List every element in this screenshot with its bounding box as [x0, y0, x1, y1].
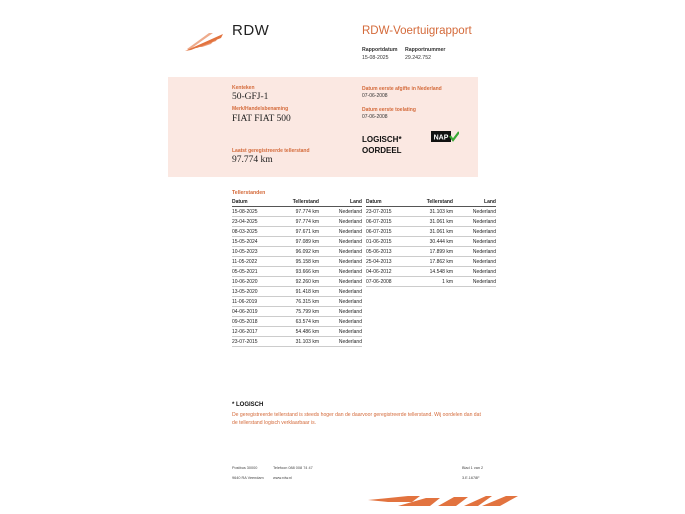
footnote-text: De geregistreerde tellerstand is steeds hoger dan de daarvoor geregistreerde tellerstand. Wij oordelen dan dat de tellerstand logisch verklaarbaar is.: [232, 412, 481, 426]
first-adm-label: Datum eerste toelating: [362, 107, 416, 113]
col-odometer: Tellerstand: [277, 197, 324, 207]
odometer-date: 10-06-2020: [232, 277, 277, 287]
col-country: Land: [458, 197, 496, 207]
odometer-date: 04-06-2012: [366, 267, 411, 277]
footer-web: www.rdw.nl: [273, 476, 292, 480]
odometer-row: [232, 227, 362, 237]
odometer-value: 17.862 km: [411, 257, 458, 267]
odometer-value: 97.089 km: [277, 237, 324, 247]
odometer-value: 95.158 km: [277, 257, 324, 267]
odometer-value: 97.774 km: [277, 217, 324, 227]
odometer-date: 11-06-2019: [232, 297, 277, 307]
report-title: RDW-Voertuigrapport: [362, 25, 472, 37]
odometer-value: 31.103 km: [411, 207, 458, 217]
odometer-country: Nederland: [324, 307, 362, 317]
verdict-line1: LOGISCH*: [362, 135, 402, 144]
odometer-row: [232, 207, 362, 217]
odometer-row: [366, 217, 496, 227]
odometer-row: [232, 327, 362, 337]
footer-page: Blad 1 van 2: [462, 466, 484, 470]
odometer-row: [366, 257, 496, 267]
org-name: RDW: [232, 22, 270, 39]
odometer-value: 93.666 km: [277, 267, 324, 277]
odometer-date: 15-05-2024: [232, 237, 277, 247]
odometer-table-right: [366, 197, 496, 287]
odometer-section-label: Tellerstanden: [232, 190, 266, 196]
odometer-value: 91.418 km: [277, 287, 324, 297]
odometer-country: Nederland: [324, 327, 362, 337]
odometer-row: [232, 277, 362, 287]
last-odo-value: 97.774 km: [232, 155, 273, 165]
footer-phone: Telefoon 088 008 74 47: [273, 466, 313, 470]
odometer-country: Nederland: [458, 247, 496, 257]
last-odo-label: Laatst geregistreerde tellerstand: [232, 148, 310, 154]
odometer-value: 31.061 km: [411, 227, 458, 237]
odometer-value: 75.799 km: [277, 307, 324, 317]
odometer-country: Nederland: [324, 337, 362, 347]
nap-text: NAP: [433, 134, 449, 142]
footnote-title: * LOGISCH: [232, 402, 264, 408]
odometer-date: 23-07-2015: [366, 207, 411, 217]
odometer-country: Nederland: [324, 277, 362, 287]
odometer-row: [366, 227, 496, 237]
footer-city: 9640 RA Veendam: [232, 476, 264, 480]
make-label: Merk/Handelsbenaming: [232, 106, 289, 112]
odometer-value: 54.486 km: [277, 327, 324, 337]
odometer-value: 31.061 km: [411, 217, 458, 227]
odometer-value: 17.899 km: [411, 247, 458, 257]
odometer-value: 14.548 km: [411, 267, 458, 277]
first-adm-value: 07-06-2008: [362, 114, 388, 120]
rdw-logo-icon: [183, 31, 225, 53]
odometer-date: 11-05-2022: [232, 257, 277, 267]
odometer-country: Nederland: [324, 207, 362, 217]
odometer-country: Nederland: [458, 217, 496, 227]
odometer-date: 15-08-2025: [232, 207, 277, 217]
odometer-date: 04-06-2019: [232, 307, 277, 317]
footer-code: 3.E.1678F: [462, 476, 480, 480]
rdw-footer-logo-icon: [368, 494, 518, 508]
odometer-country: Nederland: [324, 317, 362, 327]
report-number-label: Rapportnummer: [405, 47, 446, 53]
odometer-date: 23-04-2025: [232, 217, 277, 227]
odometer-date: 12-06-2017: [232, 327, 277, 337]
odometer-row: [366, 237, 496, 247]
col-date: Datum: [366, 197, 411, 207]
odometer-row: [232, 237, 362, 247]
footer-postbus: Postbus 30000: [232, 466, 258, 470]
odometer-row: [366, 277, 496, 287]
col-date: Datum: [232, 197, 277, 207]
odometer-country: Nederland: [324, 227, 362, 237]
odometer-value: 31.103 km: [277, 337, 324, 347]
odometer-country: Nederland: [458, 277, 496, 287]
odometer-country: Nederland: [324, 257, 362, 267]
odometer-value: 1 km: [411, 277, 458, 287]
first-nl-label: Datum eerste afgifte in Nederland: [362, 86, 442, 92]
odometer-row: [232, 317, 362, 327]
first-nl-value: 07-06-2008: [362, 93, 388, 99]
odometer-row: [232, 247, 362, 257]
odometer-country: Nederland: [324, 267, 362, 277]
odometer-country: Nederland: [324, 237, 362, 247]
odometer-row: [366, 247, 496, 257]
plate-label: Kenteken: [232, 85, 255, 91]
odometer-date: 08-03-2025: [232, 227, 277, 237]
odometer-value: 76.315 km: [277, 297, 324, 307]
odometer-date: 10-05-2023: [232, 247, 277, 257]
odometer-country: Nederland: [458, 207, 496, 217]
odometer-date: 06-07-2015: [366, 227, 411, 237]
verdict-line2: OORDEEL: [362, 146, 402, 155]
odometer-country: Nederland: [324, 297, 362, 307]
odometer-country: Nederland: [324, 287, 362, 297]
odometer-date: 05-05-2021: [232, 267, 277, 277]
odometer-country: Nederland: [324, 217, 362, 227]
odometer-value: 97.774 km: [277, 207, 324, 217]
odometer-country: Nederland: [458, 257, 496, 267]
nap-check-icon: [431, 131, 459, 142]
odometer-date: 07-06-2008: [366, 277, 411, 287]
odometer-value: 63.574 km: [277, 317, 324, 327]
plate-value: 50-GFJ-1: [232, 92, 269, 102]
odometer-row: [232, 257, 362, 267]
odometer-value: 96.092 km: [277, 247, 324, 257]
make-value: FIAT FIAT 500: [232, 114, 291, 124]
odometer-row: [232, 287, 362, 297]
col-country: Land: [324, 197, 362, 207]
odometer-date: 13-05-2020: [232, 287, 277, 297]
odometer-row: [366, 267, 496, 277]
odometer-row: [232, 267, 362, 277]
odometer-row: [232, 297, 362, 307]
odometer-date: 23-07-2015: [232, 337, 277, 347]
odometer-date: 25-04-2013: [366, 257, 411, 267]
odometer-value: 97.671 km: [277, 227, 324, 237]
odometer-value: 30.444 km: [411, 237, 458, 247]
odometer-country: Nederland: [458, 267, 496, 277]
odometer-date: 09-05-2018: [232, 317, 277, 327]
report-number: 29.242.752: [405, 55, 431, 61]
odometer-row: [366, 207, 496, 217]
odometer-country: Nederland: [324, 247, 362, 257]
odometer-table-left: [232, 197, 362, 347]
odometer-row: [232, 337, 362, 347]
odometer-value: 92.260 km: [277, 277, 324, 287]
odometer-date: 06-07-2015: [366, 217, 411, 227]
odometer-date: 01-06-2015: [366, 237, 411, 247]
odometer-date: 05-06-2013: [366, 247, 411, 257]
report-date: 15-08-2025: [362, 55, 389, 61]
odometer-country: Nederland: [458, 237, 496, 247]
odometer-row: [232, 307, 362, 317]
report-date-label: Rapportdatum: [362, 47, 398, 53]
odometer-country: Nederland: [458, 227, 496, 237]
odometer-row: [232, 217, 362, 227]
vehicle-summary-band: [168, 77, 478, 177]
col-odometer: Tellerstand: [411, 197, 458, 207]
